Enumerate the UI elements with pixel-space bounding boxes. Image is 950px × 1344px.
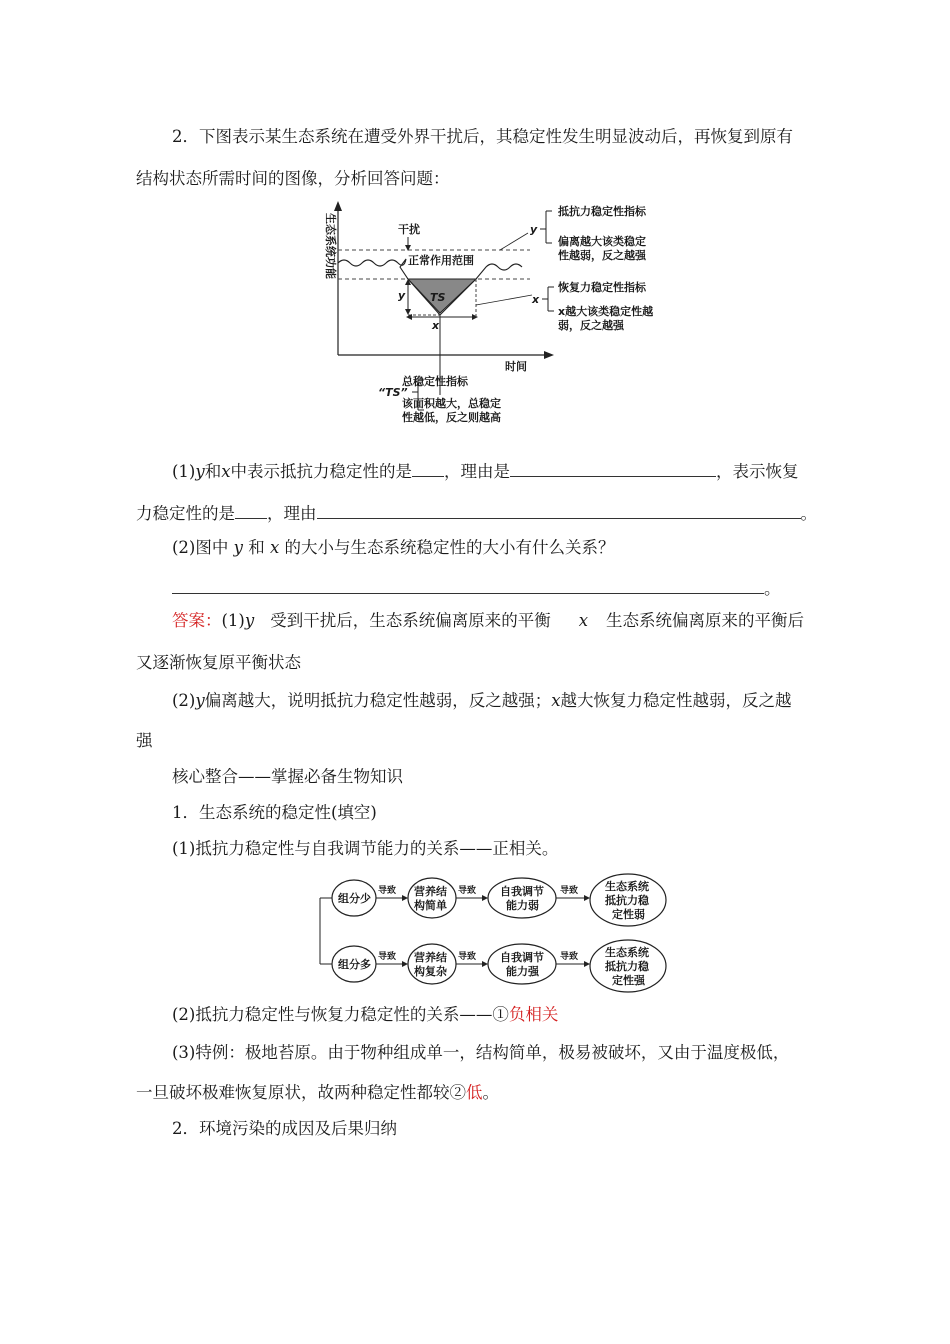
- row1-arrow-2: 导致: [458, 886, 477, 896]
- y-label-inner: y: [398, 289, 406, 302]
- answer-line-2: 又逐渐恢复原平衡状态: [136, 653, 301, 672]
- ts-desc-1: 该面积越大，总稳定: [402, 397, 501, 410]
- x-desc-1: x越大该类稳定性越: [558, 305, 654, 318]
- y-desc-2: 性越弱，反之越强: [558, 249, 646, 262]
- sub-question-1-line-2: [136, 503, 817, 525]
- row1-node2-a: 营养结: [414, 885, 447, 898]
- sub2-end: 。: [764, 579, 781, 598]
- core-p1b-text: (2)抵抗力稳定性与恢复力稳定性的关系——①: [172, 1005, 509, 1024]
- core-point-1: 1．生态系统的稳定性(填空): [172, 803, 377, 822]
- answer-blank-5[interactable]: [172, 579, 764, 594]
- row2-node4-c: 定性强: [612, 974, 645, 987]
- core-point-1d: [136, 1082, 499, 1104]
- row2-arrow-3: 导致: [560, 952, 579, 962]
- answer-blank-1[interactable]: [412, 462, 444, 477]
- answer-line-1: [172, 610, 804, 632]
- row1-node2-b: 构简单: [414, 899, 447, 912]
- answer-label: 答案：: [172, 611, 222, 630]
- answer-text-3: 偏离越大，说明抵抗力稳定性越弱，反之越强；: [204, 691, 552, 710]
- ts-title: 总稳定性指标: [402, 375, 468, 388]
- row2-node4-a: 生态系统: [605, 946, 649, 959]
- sub1-text-e: ，理由: [267, 504, 317, 523]
- answer-num-1: (1): [221, 611, 245, 630]
- x-desc-2: 弱，反之越强: [558, 319, 624, 332]
- row2-arrow-2: 导致: [458, 952, 477, 962]
- core-p1d-answer: 低: [466, 1083, 483, 1102]
- row2-arrow-1: 导致: [378, 952, 397, 962]
- row1-node4-c: 定性弱: [612, 908, 645, 921]
- sub1-end: 。: [800, 504, 817, 523]
- answer-by: y: [195, 691, 205, 710]
- flow-row-1: [332, 874, 666, 926]
- question-2-line-1: 2．下图表示某生态系统在遭受外界干扰后，其稳定性发生明显波动后，再恢复到原有: [172, 127, 793, 146]
- core-point-1c: (3)特例：极地苔原。由于物种组成单一，结构简单，极易被破坏，又由于温度极低，: [172, 1043, 790, 1062]
- sub2-x: x: [269, 538, 280, 557]
- row1-node4-a: 生态系统: [605, 880, 649, 893]
- core-title: 核心整合——掌握必备生物知识: [172, 767, 403, 786]
- sub2-text-b: 的大小与生态系统稳定性的大小有什么关系？: [279, 538, 615, 557]
- row2-cause: 组分多: [338, 958, 371, 971]
- y-desc-1: 偏离越大该类稳定: [558, 235, 646, 248]
- sub-question-2-answer-line: [172, 578, 781, 600]
- x-label-inner: x: [432, 319, 440, 332]
- sub-question-1-line-1: [172, 461, 799, 483]
- sub1-x: x: [221, 462, 231, 481]
- ts-quote: “TS”: [378, 386, 408, 399]
- core-p1b-answer: 负相关: [508, 1005, 559, 1024]
- normal-range-label: 正常作用范围: [408, 254, 474, 267]
- core-p1d-end: 。: [482, 1083, 499, 1102]
- row2-node3-b: 能力强: [506, 965, 539, 978]
- answer-text-2: 生态系统偏离原来的平衡后: [606, 611, 805, 630]
- core-point-1b: [172, 1004, 558, 1026]
- flow-row-2: [332, 940, 666, 992]
- answer-blank-2[interactable]: [510, 462, 716, 477]
- sub1-text-d: 力稳定性的是: [136, 504, 235, 523]
- sub-question-2: [172, 537, 615, 559]
- figure-ylabel: 生态系统功能: [324, 213, 337, 279]
- row2-node2-b: 构复杂: [414, 965, 447, 978]
- sub1-text-b: ，理由是: [444, 462, 511, 481]
- row2-node3-a: 自我调节: [500, 951, 544, 964]
- answer-blank-3[interactable]: [235, 504, 267, 519]
- y-label-legend: y: [530, 223, 538, 236]
- sub2-text-a: (2)图中: [172, 538, 234, 557]
- y-title: 抵抗力稳定性指标: [558, 205, 646, 218]
- row1-arrow-3: 导致: [560, 886, 579, 896]
- sub1-num: (1): [172, 462, 196, 481]
- sub2-y: y: [233, 538, 243, 557]
- row2-node4-b: 抵抗力稳: [605, 960, 649, 973]
- stability-flow-diagram: [310, 868, 680, 996]
- figure-xlabel: 时间: [505, 360, 527, 373]
- x-title: 恢复力稳定性指标: [558, 281, 646, 294]
- answer-text-1: 受到干扰后，生态系统偏离原来的平衡: [270, 611, 551, 630]
- sub2-and: 和: [242, 538, 270, 557]
- row1-node3-a: 自我调节: [500, 885, 544, 898]
- sub1-text-a: 中表示抵抗力稳定性的是: [230, 462, 413, 481]
- disturb-label: 干扰: [398, 223, 420, 236]
- row1-arrow-1: 导致: [378, 886, 397, 896]
- sub1-and: 和: [204, 462, 222, 481]
- ts-label: TS: [430, 291, 446, 304]
- core-point-1a: (1)抵抗力稳定性与自我调节能力的关系——正相关。: [172, 839, 559, 858]
- answer-text-4: 越大恢复力稳定性越弱，反之越: [560, 691, 792, 710]
- answer-y: y: [244, 611, 255, 630]
- x-label-legend: x: [532, 293, 540, 306]
- sub1-y: y: [195, 462, 205, 481]
- ts-desc-2: 性越低，反之则越高: [402, 411, 501, 424]
- core-p1d-text: 一旦破坏极难恢复原状，故两种稳定性都较②: [136, 1083, 466, 1102]
- answer-blank-4[interactable]: [317, 504, 801, 519]
- question-2-line-2: 结构状态所需时间的图像，分析回答问题：: [136, 169, 450, 188]
- answer-line-4: 强: [136, 731, 153, 750]
- sub1-text-c: ，表示恢复: [716, 462, 799, 481]
- row2-node2-a: 营养结: [414, 951, 447, 964]
- answer-x: x: [578, 611, 589, 630]
- answer-num-2: (2): [172, 691, 196, 710]
- answer-bx: x: [551, 691, 561, 710]
- row1-node3-b: 能力弱: [506, 899, 539, 912]
- row1-cause: 组分少: [338, 892, 371, 905]
- row1-node4-b: 抵抗力稳: [605, 894, 649, 907]
- answer-line-3: [172, 690, 792, 712]
- stability-figure: [300, 195, 680, 430]
- core-point-2: 2．环境污染的成因及后果归纳: [172, 1119, 397, 1138]
